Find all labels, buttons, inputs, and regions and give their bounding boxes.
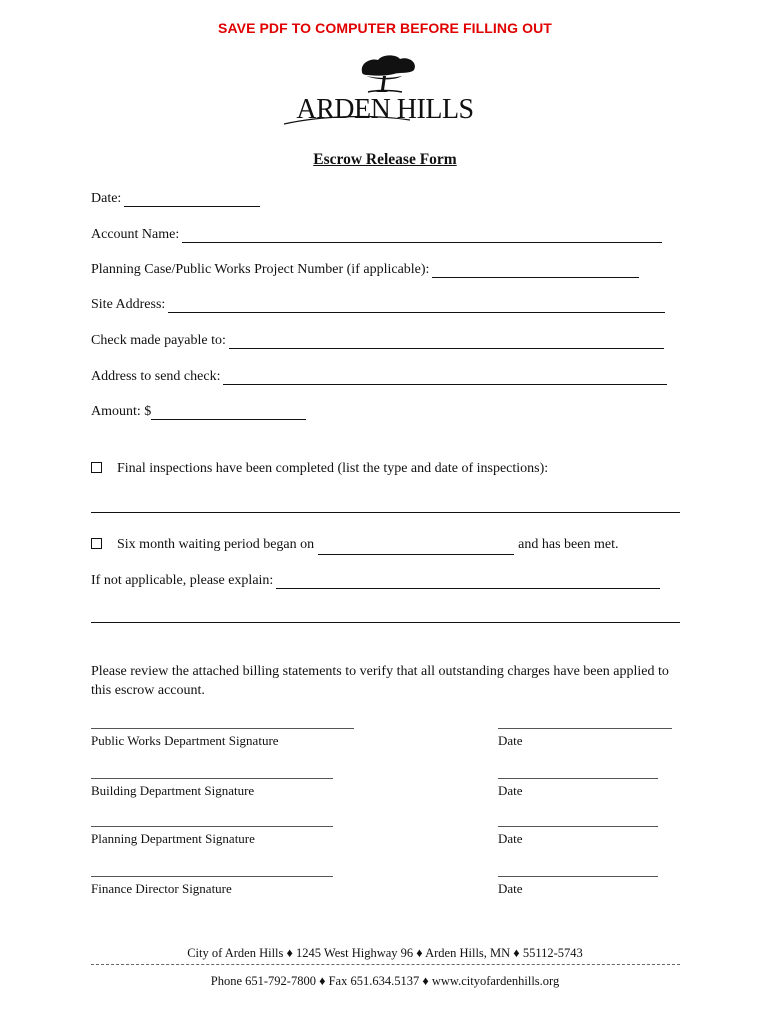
date-label: Date:	[91, 191, 122, 206]
final-inspections-row	[91, 461, 548, 477]
finance-signature-label: Finance Director Signature	[91, 881, 232, 896]
waiting-period-label: Six month waiting period began on	[117, 537, 315, 552]
public-works-date-label: Date	[498, 733, 523, 748]
payable-to-label: Check made payable to:	[91, 333, 226, 348]
amount-row	[91, 404, 306, 420]
building-date-line[interactable]	[498, 778, 658, 779]
account-name-label: Account Name:	[91, 227, 180, 242]
project-number-field[interactable]	[432, 263, 639, 278]
final-inspections-checkbox[interactable]	[91, 462, 102, 473]
final-inspections-label: Final inspections have been completed (list the type and date of inspections):	[117, 461, 549, 476]
building-signature-line[interactable]	[91, 778, 333, 779]
public-works-date-line[interactable]	[498, 728, 672, 729]
not-applicable-row	[91, 573, 660, 589]
payable-to-field[interactable]	[229, 334, 664, 349]
building-signature-label: Building Department Signature	[91, 783, 255, 798]
footer-address: City of Arden Hills ♦ 1245 West Highway 96 ♦ Arden Hills, MN ♦ 55112-5743	[187, 946, 583, 960]
planning-signature-line[interactable]	[91, 826, 333, 827]
site-address-label: Site Address:	[91, 297, 166, 312]
date-row	[91, 191, 260, 207]
building-date-label: Date	[498, 783, 523, 798]
account-name-field[interactable]	[182, 228, 662, 243]
finance-date-line[interactable]	[498, 876, 658, 877]
not-applicable-extra-line[interactable]	[91, 622, 680, 623]
waiting-period-suffix: and has been met.	[518, 537, 619, 552]
public-works-signature-line[interactable]	[91, 728, 354, 729]
site-address-field[interactable]	[168, 298, 665, 313]
footer-contact: Phone 651-792-7800 ♦ Fax 651.634.5137 ♦ www.cityofardenhills.org	[210, 974, 560, 988]
not-applicable-label: If not applicable, please explain:	[91, 573, 274, 588]
finance-date-label: Date	[498, 881, 523, 896]
send-check-row	[91, 369, 667, 385]
waiting-period-date-field[interactable]	[318, 540, 514, 555]
send-check-label: Address to send check:	[91, 369, 221, 384]
payable-to-row	[91, 333, 664, 349]
amount-field[interactable]	[151, 405, 306, 420]
project-number-row	[91, 262, 639, 278]
review-paragraph: Please review the attached billing statements to verify that all outstanding charges have been applied to this escrow account.	[91, 664, 669, 698]
public-works-signature-label: Public Works Department Signature	[91, 733, 279, 748]
planning-date-line[interactable]	[498, 826, 658, 827]
not-applicable-field[interactable]	[276, 574, 660, 589]
send-check-field[interactable]	[223, 370, 667, 385]
planning-date-label: Date	[498, 831, 523, 846]
save-pdf-warning: SAVE PDF TO COMPUTER BEFORE FILLING OUT	[218, 20, 552, 36]
form-title: Escrow Release Form	[313, 151, 457, 168]
date-field[interactable]	[124, 192, 260, 207]
waiting-period-row	[91, 537, 618, 553]
finance-signature-line[interactable]	[91, 876, 333, 877]
waiting-period-checkbox[interactable]	[91, 538, 102, 549]
planning-signature-label: Planning Department Signature	[91, 831, 255, 846]
footer-divider	[91, 964, 680, 965]
amount-label: Amount: $	[91, 404, 152, 419]
arden-hills-logo-text: ARDEN HILLS	[296, 94, 474, 125]
site-address-row	[91, 297, 665, 313]
account-name-row	[91, 227, 662, 243]
final-inspections-field[interactable]	[91, 512, 680, 513]
project-number-label: Planning Case/Public Works Project Number (if applicable):	[91, 262, 430, 277]
